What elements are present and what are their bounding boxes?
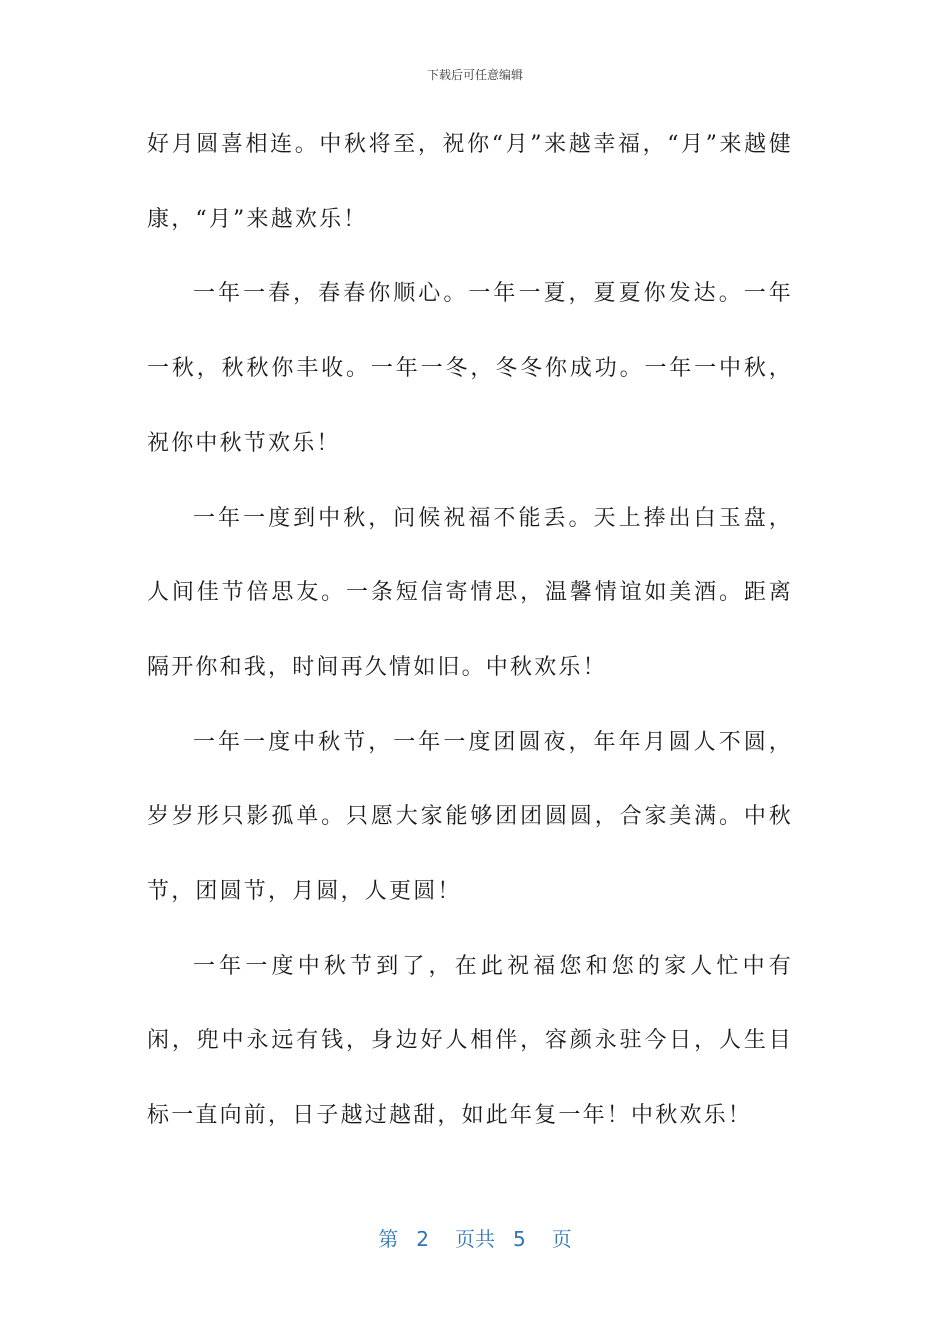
page-number-footer	[0, 1226, 950, 1252]
footer-total-pages: 5	[513, 1227, 526, 1251]
footer-suffix: 页	[551, 1227, 572, 1251]
page-header-note: 下载后可任意编辑	[426, 68, 523, 82]
paragraph-4: 一年一度中秋节，一年一度团圆夜，年年月圆人不圆，岁岁形只影孤单。只愿大家能够团团圆圆，合家美满。中秋节，团圆节，月圆，人更圆！	[147, 729, 793, 905]
footer-middle: 页共	[455, 1227, 495, 1251]
document-body	[147, 108, 793, 1154]
paragraph-5: 一年一度中秋节到了，在此祝福您和您的家人忙中有闲，兜中永远有钱，身边好人相伴，容颜永驻今日，人生目标一直向前，日子越过越甜，如此年复一年！中秋欢乐！	[147, 953, 793, 1129]
paragraph-3: 一年一度到中秋，问候祝福不能丢。天上捧出白玉盘，人间佳节倍思友。一条短信寄情思，温馨情谊如美酒。距离隔开你和我，时间再久情如旧。中秋欢乐！	[147, 505, 793, 680]
paragraph-2: 一年一春，春春你顺心。一年一夏，夏夏你发达。一年一秋，秋秋你丰收。一年一冬，冬冬你成功。一年一中秋，祝你中秋节欢乐！	[147, 281, 793, 456]
paragraph-1: 好月圆喜相连。中秋将至，祝你“月”来越幸福，“月”来越健康，“月”来越欢乐！	[147, 132, 793, 232]
footer-current-page: 2	[416, 1227, 429, 1251]
footer-prefix: 第	[378, 1227, 399, 1251]
